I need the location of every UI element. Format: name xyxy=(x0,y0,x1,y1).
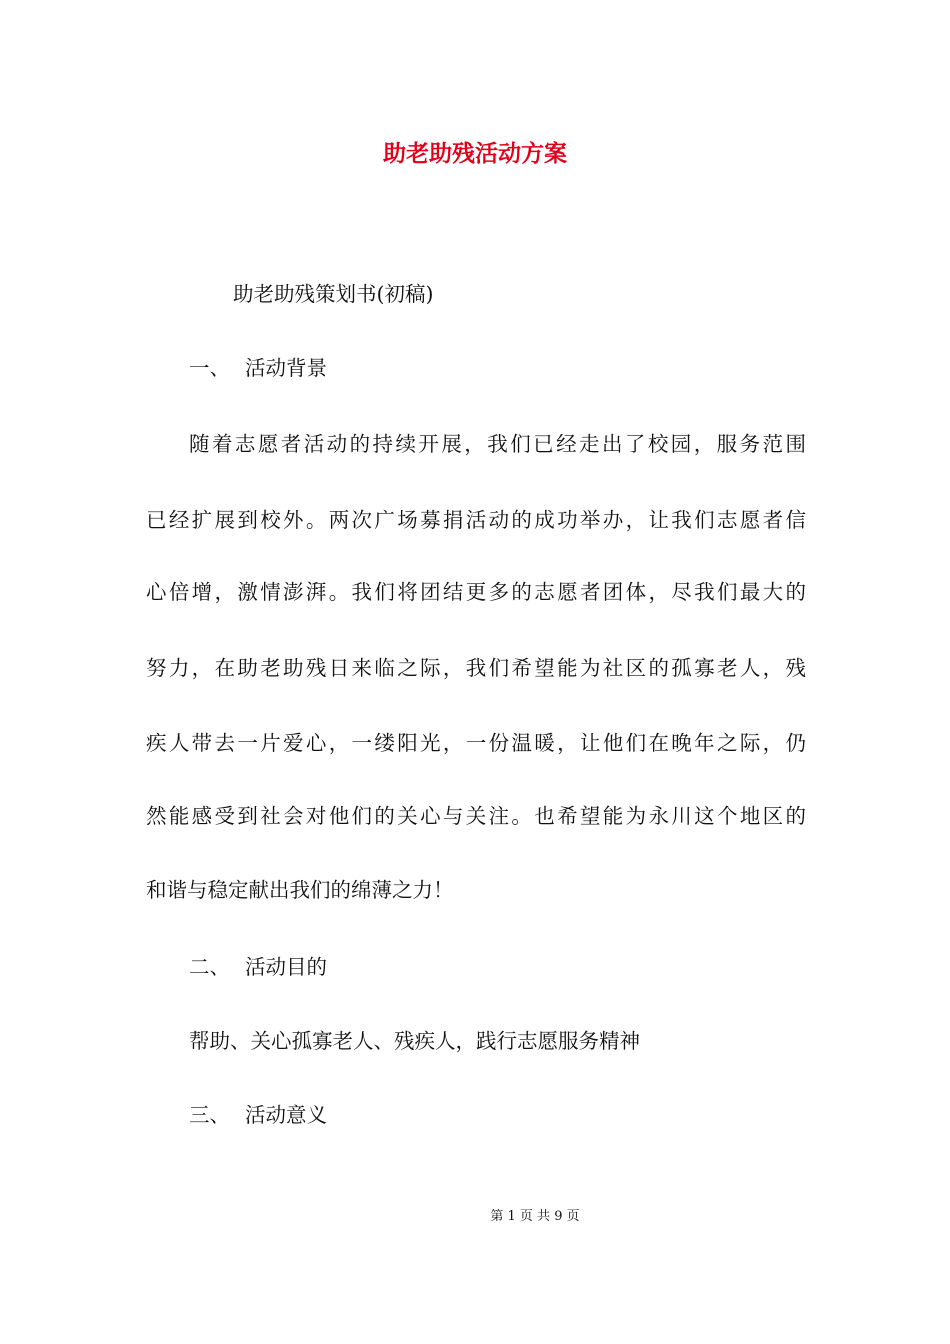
paragraph-line: 努力，在助老助残日来临之际，我们希望能为社区的孤寡老人，残 xyxy=(146,656,806,680)
paragraph-line: 和谐与稳定献出我们的绵薄之力！ xyxy=(146,878,454,902)
document-subtitle: 助老助残策划书(初稿) xyxy=(233,282,434,306)
section-2-paragraph: 帮助、关心孤寡老人、残疾人，践行志愿服务精神 xyxy=(189,1029,640,1053)
section-2-number: 二、 xyxy=(189,955,230,979)
section-1-number: 一、 xyxy=(189,356,230,380)
page-footer: 第 1 页 共 9 页 xyxy=(490,1209,580,1224)
paragraph-line: 随着志愿者活动的持续开展，我们已经走出了校园，服务范围 xyxy=(189,432,806,456)
paragraph-line: 心倍增，激情澎湃。我们将团结更多的志愿者团体，尽我们最大的 xyxy=(146,580,806,604)
paragraph-line: 然能感受到社会对他们的关心与关注。也希望能为永川这个地区的 xyxy=(146,804,806,828)
section-2-heading: 活动目的 xyxy=(245,955,327,979)
section-3-number: 三、 xyxy=(189,1103,230,1127)
paragraph-line: 疾人带去一片爱心，一缕阳光，一份温暖，让他们在晚年之际，仍 xyxy=(146,731,806,755)
document-title: 助老助残活动方案 xyxy=(383,140,567,167)
paragraph-line: 已经扩展到校外。两次广场募捐活动的成功举办，让我们志愿者信 xyxy=(146,508,806,532)
section-1-heading: 活动背景 xyxy=(245,356,327,380)
section-3-heading: 活动意义 xyxy=(245,1103,327,1127)
